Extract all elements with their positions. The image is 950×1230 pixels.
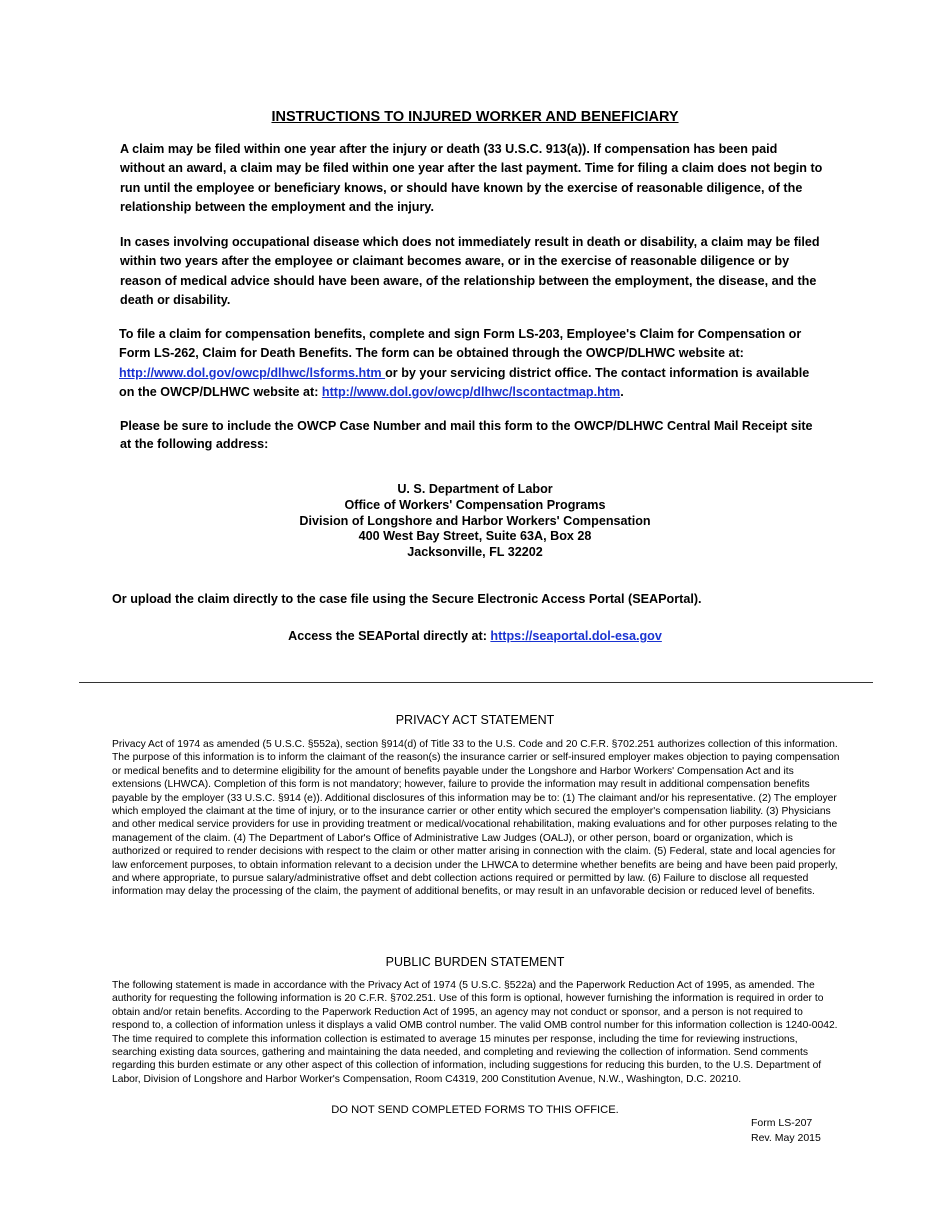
address-line: U. S. Department of Labor [397,482,553,496]
seaportal-link[interactable]: https://seaportal.dol-esa.gov [490,629,662,643]
mailing-address [0,482,950,561]
section-divider [79,682,873,683]
do-not-send-notice: DO NOT SEND COMPLETED FORMS TO THIS OFFICE. [331,1104,619,1116]
public-burden-text: The following statement is made in accordance with the Privacy Act of 1974 (5 U.S.C. §522a) and the Paperwork Reduction Act of 1995, as amended. The authority for requesting the following information is 20 C.F.R. §702.251. Use of this form is optional, however furnishing the information is required in order to obtain and/or retain benefits. According to the Paperwork Reduction Act of 1995, an agency may not conduct or sponsor, and a person is not required to respond to, a collection of information unless it displays a valid OMB control number. The valid OMB control number for this information collection is 1240-0042. The time required to complete this information collection is estimated to average 15 minutes per response, including the time for reviewing instructions, searching existing data sources, gathering and maintaining the data needed, and completing and reviewing the collection of information. Send comments regarding this burden estimate or any other aspect of this collection of information, including suggestions for reducing this burden, to the U.S. Department of Labor, Division of Longshore and Harbor Worker's Compensation, Room C4319, 200 Constitution Avenue, N.W., Washington, D.C. 20210. [112,980,838,1085]
filing-deadline-paragraph: A claim may be filed within one year after the injury or death (33 U.S.C. 913(a)). If compensation has been paid without an award, a claim may be filed within one year after the last payment. Time for filing a claim does not begin to run until the employee or beneficiary knows, or should have known by the exercise of reasonable diligence, of the relationship between the employment and the injury. [120,142,823,214]
privacy-act-text: Privacy Act of 1974 as amended (5 U.S.C. §552a), section §914(d) of Title 33 to the U.S. Code and 20 C.F.R. §702.251 authorizes collection of this information. The purpose of this information is to inform the claimant of the reason(s) the insurance carrier or self-insured employer makes objection to paying compensation or medical benefits and to determine eligibility for the amount of benefits payable under the Longshore and Harbor Workers' Compensation Act and its extensions (LHWCA). Completion of this form is not mandatory; however, failure to provide the information may result in additional compensation benefits payable by the employer (33 U.S.C. §914 (e)). Additional disclosures of this information may be to: (1) The claimant and/or his representative. (2) The employer which employed the claimant at the time of injury, or to the insurance carrier or other entity which secured the employer's compensation liability. (3) Physicians and other medical service providers for use in providing treatment or medical/vocational rehabilitation, making evaluations and for other purposes relating to the management of the claim. (4) The Department of Labor's Office of Administrative Law Judges (OALJ), or other person, board or organization, which is authorized or required to render decisions with respect to the claim or other matter arising in connection with the claim. (5) Federal, state and local agencies for law enforcement purposes, to obtain information relevant to a decision under the LHWCA to determine whether benefits are being and have been paid properly, and where appropriate, to pursue salary/administrative offset and debt collection actions required or permitted by law. (6) Failure to disclose all requested information may delay the processing of the claim, the payment of additional benefits, or may result in an unfavorable decision or reduced level of benefits. [112,739,840,898]
seaportal-access-line [0,629,950,643]
lscontactmap-link[interactable]: http://www.dol.gov/owcp/dlhwc/lscontactmap.htm [321,384,621,399]
page-title: INSTRUCTIONS TO INJURED WORKER AND BENEFICIARY [271,109,679,125]
privacy-act-heading: PRIVACY ACT STATEMENT [395,713,555,727]
address-line: Division of Longshore and Harbor Workers' Compensation [299,513,651,528]
how-to-file-text-1: To file a claim for compensation benefits, complete and sign Form LS-203, Employee's Claim for Compensation or Form LS-262, Claim for Death Benefits. The form can be obtained through the OWCP/DLHWC website at: [119,327,802,361]
form-identifier [751,1116,821,1145]
address-line: Jacksonville, FL 32202 [407,545,543,560]
how-to-file-text-3: . [620,384,624,399]
mailing-instructions-paragraph: Please be sure to include the OWCP Case Number and mail this form to the OWCP/DLHWC Central Mail Receipt site at the following address: [120,419,813,451]
occupational-disease-paragraph: In cases involving occupational disease which does not immediately result in death or disability, a claim may be filed within two years after the employee or claimant becomes aware, or in the exercise of reasonable diligence or by reason of medical advice should have been aware, of the relationship between the employment, the disease, and the death or disability. [120,235,820,307]
public-burden-heading: PUBLIC BURDEN STATEMENT [385,955,565,969]
how-to-file-paragraph [119,325,824,402]
address-line: 400 West Bay Street, Suite 63A, Box 28 [358,529,592,544]
how-to-file-text-2: or by your servicing district office. The contact information is available on the OWCP/DLHWC website at: [119,365,810,399]
form-number: Form LS-207 [751,1117,813,1129]
seaportal-access-label: Access the SEAPortal directly at: [288,629,491,643]
lsforms-link[interactable]: http://www.dol.gov/owcp/dlhwc/lsforms.htm [119,365,386,380]
address-line: Office of Workers' Compensation Programs [344,497,606,512]
upload-instructions: Or upload the claim directly to the case file using the Secure Electronic Access Portal (SEAPortal). [112,592,702,606]
form-revision: Rev. May 2015 [751,1131,821,1144]
